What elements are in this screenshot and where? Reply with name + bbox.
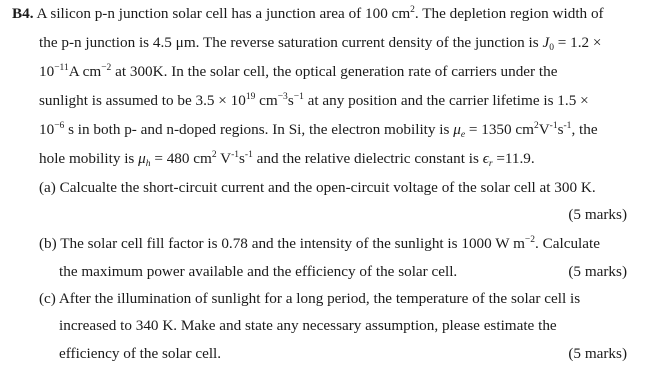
text-segment: 10 xyxy=(39,121,55,138)
part-b-marks: (5 marks) xyxy=(568,263,627,280)
symbol: μ xyxy=(138,150,146,167)
text-segment: cm xyxy=(255,92,278,109)
superscript: -1 xyxy=(231,150,239,160)
text-segment: A cm xyxy=(68,63,102,80)
part-a-line-1 xyxy=(39,178,596,198)
superscript: −2 xyxy=(101,63,112,73)
text-segment: A silicon p-n junction solar cell has a junction area of 100 cm xyxy=(33,5,411,22)
part-a-text: (a) Calcualte the short-circuit current and the open-circuit voltage of the solar cell at 300 K. xyxy=(39,179,596,196)
symbol: J xyxy=(542,34,550,51)
superscript: −2 xyxy=(524,235,536,245)
text-segment: hole mobility is xyxy=(39,150,139,167)
subscript: r xyxy=(488,159,493,169)
superscript: 2 xyxy=(410,5,415,15)
text-segment: at any position and the carrier lifetime is 1.5 × xyxy=(303,92,589,109)
text-segment: =11.9. xyxy=(492,150,535,167)
symbol: ϵ xyxy=(482,150,489,167)
text-segment: s xyxy=(557,121,564,138)
question-line-3 xyxy=(39,62,557,82)
superscript: 19 xyxy=(245,92,256,102)
question-line-6 xyxy=(39,149,535,169)
text-segment: s xyxy=(239,150,245,167)
part-c-line-2 xyxy=(59,316,557,336)
text-segment: = 1.2 × xyxy=(553,34,602,51)
text-segment: and the relative dielectric constant is xyxy=(252,150,483,167)
text-segment: . The depletion region width of xyxy=(414,5,604,22)
part-c-line-1 xyxy=(39,289,580,309)
part-b-line-2 xyxy=(59,262,457,282)
part-c-marks: (5 marks) xyxy=(568,345,627,362)
part-a-marks: (5 marks) xyxy=(568,206,627,223)
superscript: -1 xyxy=(549,121,558,131)
superscript: −3 xyxy=(277,92,288,102)
question-line-5 xyxy=(39,120,598,140)
text-segment: s in both p- and n-doped regions. In Si, the electron mobility is xyxy=(64,121,454,138)
text-segment: V xyxy=(216,150,232,167)
text-segment: = 1350 cm xyxy=(465,121,534,138)
question-line-2 xyxy=(39,33,601,53)
part-c-text: increased to 340 K. Make and state any necessary assumption, please estimate the xyxy=(59,317,557,334)
text-segment: at 300K. In the solar cell, the optical generation rate of carriers under the xyxy=(111,63,558,80)
text-segment: s xyxy=(287,92,294,109)
text-segment: , the xyxy=(571,121,598,138)
subscript: 0 xyxy=(549,43,554,53)
subscript: h xyxy=(145,159,151,169)
part-c-text: (c) After the illumination of sunlight for a long period, the temperature of the solar cell is xyxy=(39,290,581,307)
text-segment: the p-n junction is 4.5 μm. The reverse saturation current density of the junction is xyxy=(39,34,543,51)
part-b-text: . Calculate xyxy=(535,235,600,252)
superscript: -1 xyxy=(244,150,253,160)
superscript: −11 xyxy=(54,63,69,73)
superscript: -1 xyxy=(563,121,572,131)
symbol: μ xyxy=(453,121,461,138)
question-line-1 xyxy=(12,4,604,24)
text-segment: V xyxy=(538,121,550,138)
subscript: e xyxy=(460,130,466,140)
part-b-text: (b) The solar cell fill factor is 0.78 and the intensity of the sunlight is 1000 W m xyxy=(39,235,525,252)
superscript: 2 xyxy=(533,121,539,131)
superscript: −6 xyxy=(54,121,65,131)
text-segment: sunlight is assumed to be 3.5 × 10 xyxy=(39,92,246,109)
part-c-text: efficiency of the solar cell. xyxy=(59,345,222,362)
superscript: −1 xyxy=(293,92,304,102)
part-c-line-3 xyxy=(59,344,221,364)
question-line-4 xyxy=(39,91,589,111)
text-segment: = 480 cm xyxy=(150,150,212,167)
superscript: 2 xyxy=(211,150,217,160)
part-b-text: the maximum power available and the efficiency of the solar cell. xyxy=(59,263,458,280)
question-label: B4. xyxy=(12,5,34,22)
part-b-line-1 xyxy=(39,234,600,254)
text-segment: 10 xyxy=(39,63,55,80)
